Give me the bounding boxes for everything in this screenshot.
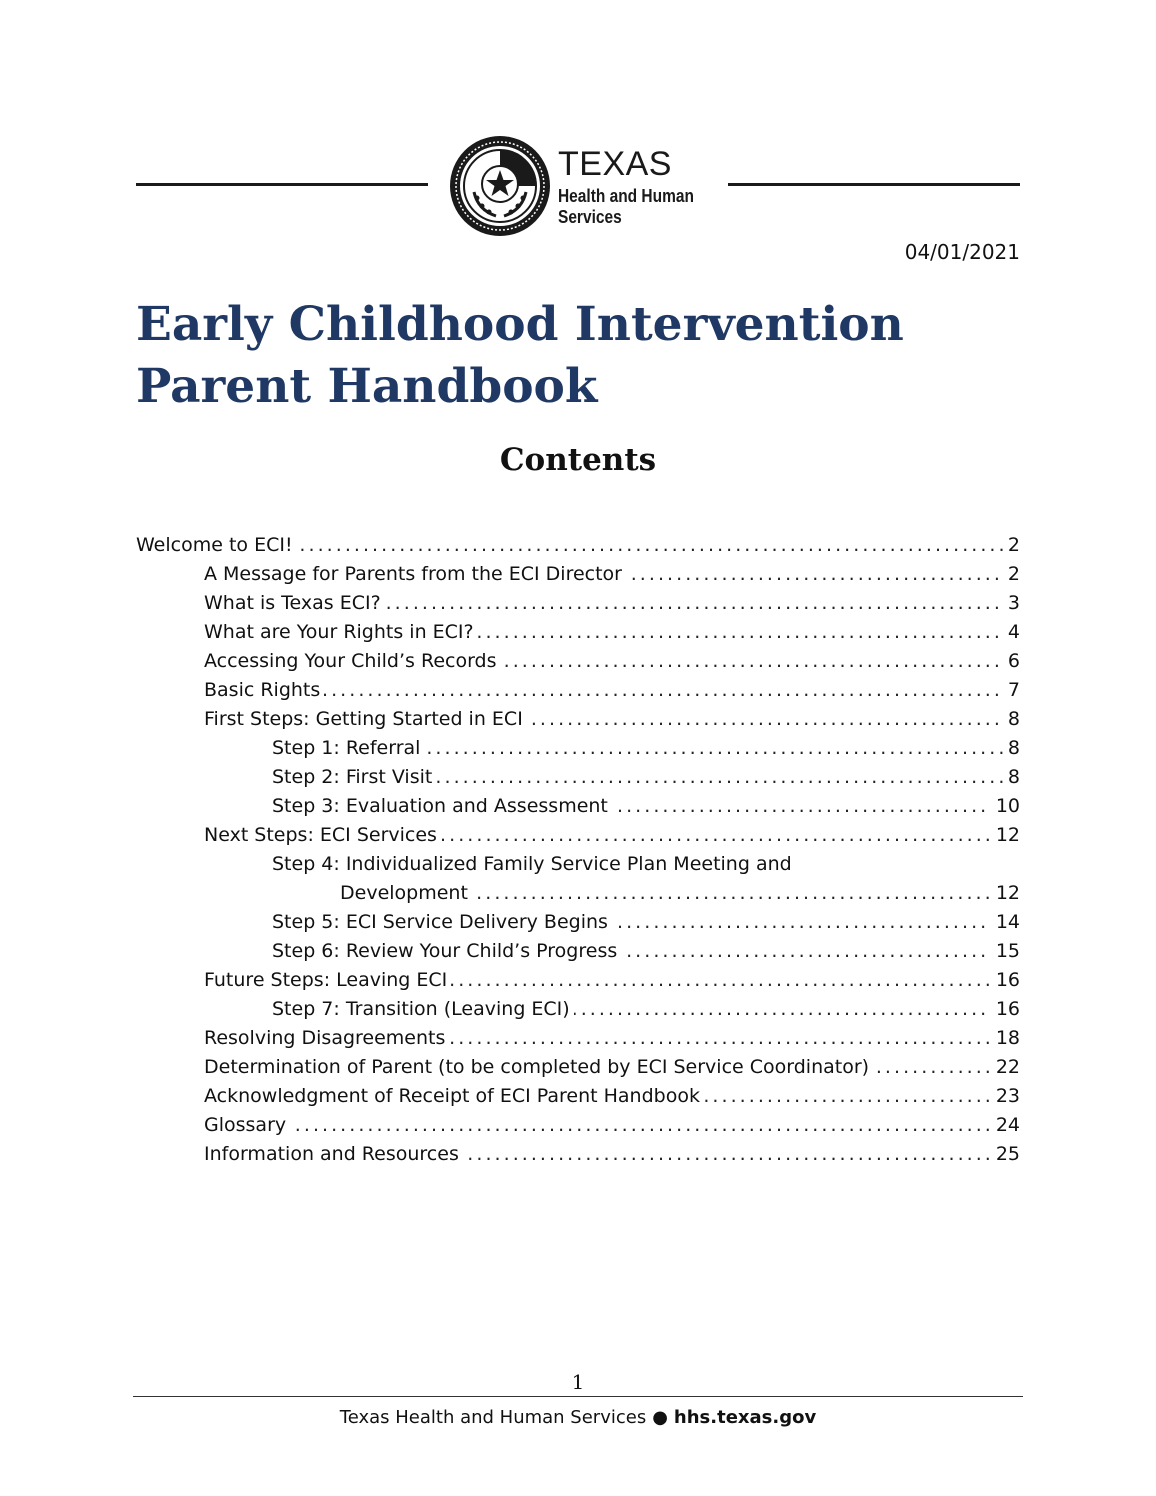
toc-entry-page: 6 <box>1003 647 1020 676</box>
toc-entry-step-4-continued[interactable] <box>340 879 1020 908</box>
toc-entry-step-7[interactable] <box>272 995 1020 1024</box>
toc-entry-step-1[interactable] <box>272 734 1020 763</box>
toc-entry-information-resources[interactable] <box>204 1140 1020 1169</box>
logo-subtitle <box>558 186 694 228</box>
toc-entry-text: . . . Welcome to ECI! <box>136 531 297 560</box>
toc-entry-page: 2 <box>1003 560 1020 589</box>
toc-entry-text: . . . Next Steps: ECI Services <box>204 821 441 850</box>
toc-entry-page: 16 <box>991 995 1020 1024</box>
toc-entry-text: . . . Resolving Disagreements <box>204 1024 449 1053</box>
toc-entry-page: 3 <box>1003 589 1020 618</box>
page-footer <box>0 1406 1156 1430</box>
toc-entry-page: 2 <box>1003 531 1020 560</box>
toc-entry-page: 25 <box>991 1140 1020 1169</box>
toc-entry-page: 8 <box>1003 705 1020 734</box>
toc-entry-text: . . . Acknowledgment of Receipt of ECI Parent Handbook <box>204 1082 704 1111</box>
toc-entry-text: . . . Development <box>340 879 472 908</box>
toc-entry-text: . . . A Message for Parents from the ECI Director <box>204 560 626 589</box>
toc-entry-text: . . . What are Your Rights in ECI? <box>204 618 478 647</box>
toc-entry-page: 15 <box>991 937 1020 966</box>
toc-entry-text: . . . Step 6: Review Your Child’s Progress <box>272 937 621 966</box>
document-date: 04/01/2021 <box>904 240 1020 264</box>
toc-entry-text: . . . What is Texas ECI? <box>204 589 385 618</box>
toc-entry-glossary[interactable] <box>204 1111 1020 1140</box>
header-rule-left <box>136 183 428 186</box>
toc-entry-determination-of-parent[interactable] <box>204 1053 1020 1082</box>
contents-heading: Contents <box>499 442 657 478</box>
logo-title: TEXAS <box>558 145 672 183</box>
texas-seal-icon <box>448 134 552 238</box>
toc-entry-page: 4 <box>1003 618 1020 647</box>
toc-entry-text: . . . Step 1: Referral <box>272 734 424 763</box>
toc-entry-text: . . . Glossary <box>204 1111 290 1140</box>
toc-entry-your-rights[interactable] <box>204 618 1020 647</box>
toc-entry-future-steps[interactable] <box>204 966 1020 995</box>
toc-entry-page: 18 <box>991 1024 1020 1053</box>
toc-entry-page: 14 <box>991 908 1020 937</box>
toc-entry-page: 7 <box>1003 676 1020 705</box>
toc-entry-page: 12 <box>991 821 1020 850</box>
toc-entry-resolving-disagreements[interactable] <box>204 1024 1020 1053</box>
toc-entry-step-6[interactable] <box>272 937 1020 966</box>
logo-subtitle-line2: Services <box>558 207 622 227</box>
toc-entry-message-director[interactable] <box>204 560 1020 589</box>
toc-entry-page: 24 <box>991 1111 1020 1140</box>
footer-rule <box>133 1396 1023 1397</box>
toc-entry-text: . . . Step 3: Evaluation and Assessment <box>272 792 612 821</box>
hhs-logo <box>448 134 728 238</box>
toc-entry-text: . . . Determination of Parent (to be completed by ECI Service Coordinator) <box>204 1053 873 1082</box>
toc-entry-what-is-eci[interactable] <box>204 589 1020 618</box>
toc-entry-next-steps[interactable] <box>204 821 1020 850</box>
document-title <box>136 294 904 418</box>
toc-entry-page: 16 <box>991 966 1020 995</box>
document-title-line2: Parent Handbook <box>136 359 598 414</box>
page-number: 1 <box>571 1370 585 1394</box>
toc-entry-page: 8 <box>1003 763 1020 792</box>
toc-entry-page: 23 <box>991 1082 1020 1111</box>
logo-subtitle-line1: Health and Human <box>558 186 694 206</box>
toc-entry-page: 8 <box>1003 734 1020 763</box>
toc-entry-step-5[interactable] <box>272 908 1020 937</box>
document-title-line1: Early Childhood Intervention <box>136 297 904 352</box>
toc-entry-first-steps[interactable] <box>204 705 1020 734</box>
toc-entry-page: 22 <box>991 1053 1020 1082</box>
toc-entry-text: . . . Basic Rights <box>204 676 324 705</box>
toc-entry-acknowledgment[interactable] <box>204 1082 1020 1111</box>
toc-entry-text: . . . Future Steps: Leaving ECI <box>204 966 451 995</box>
toc-entry-step-4[interactable] <box>272 850 1020 879</box>
toc-entry-text: . . . Accessing Your Child’s Records <box>204 647 501 676</box>
toc-entry-text: Step 4: Individualized Family Service Plan Meeting and <box>272 850 796 879</box>
footer-url-link[interactable]: hhs.texas.gov <box>673 1407 817 1428</box>
toc-entry-step-3[interactable] <box>272 792 1020 821</box>
toc-entry-text: . . . Step 7: Transition (Leaving ECI) <box>272 995 574 1024</box>
toc-entry-accessing-records[interactable] <box>204 647 1020 676</box>
toc-entry-text: . . . Step 2: First Visit <box>272 763 436 792</box>
toc-entry-text: . . . First Steps: Getting Started in ECI <box>204 705 527 734</box>
toc-entry-step-2[interactable] <box>272 763 1020 792</box>
header-rule-right <box>728 183 1020 186</box>
table-of-contents <box>136 531 1020 1169</box>
toc-entry-basic-rights[interactable] <box>204 676 1020 705</box>
toc-entry-page: 12 <box>991 879 1020 908</box>
footer-org: Texas Health and Human Services <box>339 1407 647 1428</box>
toc-entry-text: . . . Step 5: ECI Service Delivery Begins <box>272 908 612 937</box>
toc-entry-page: 10 <box>991 792 1020 821</box>
toc-entry-welcome[interactable] <box>136 531 1020 560</box>
bullet-icon: ● <box>652 1407 668 1428</box>
toc-entry-text: . . . Information and Resources <box>204 1140 463 1169</box>
